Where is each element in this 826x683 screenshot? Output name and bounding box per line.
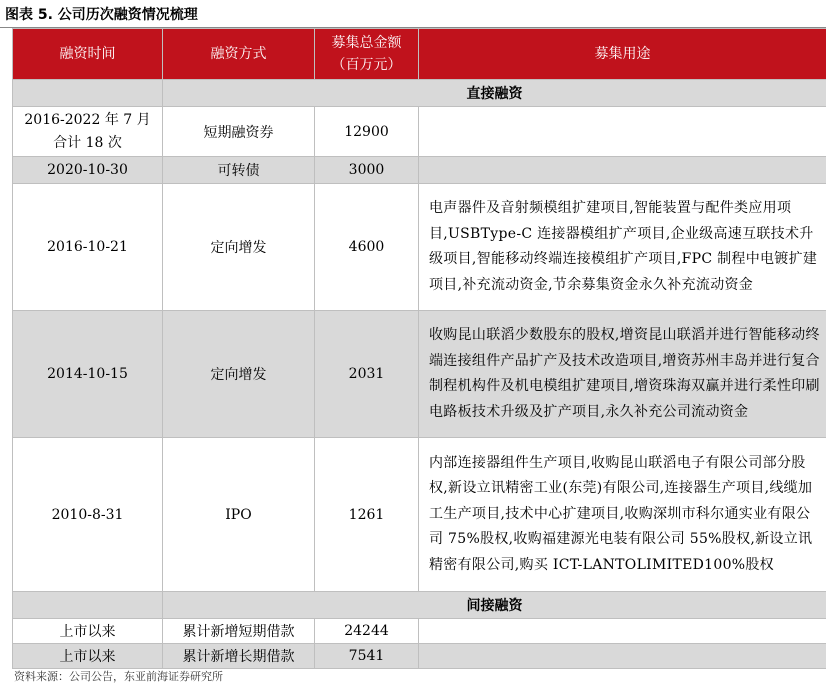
header-amount-line1: 募集总金额	[315, 32, 418, 54]
method-cell: 短期融资券	[163, 107, 315, 157]
use-cell	[419, 619, 826, 644]
table-row	[13, 157, 826, 184]
financing-table-container	[12, 28, 826, 669]
method-cell: 累计新增短期借款	[163, 619, 315, 644]
amount-cell: 1261	[315, 438, 419, 592]
table-row	[13, 644, 826, 669]
use-cell	[419, 157, 826, 184]
header-date: 融资时间	[13, 29, 163, 80]
table-row	[13, 184, 826, 311]
section-label-direct: 直接融资	[163, 80, 826, 107]
header-method: 融资方式	[163, 29, 315, 80]
section-blank	[13, 592, 163, 619]
use-cell: 内部连接器组件生产项目,收购昆山联滔电子有限公司部分股权,新设立讯精密工业(东莞)有限公司,连接器生产项目,线缆加工生产项目,技术中心扩建项目,收购深圳市科尔通实业有限公司 75%股权,收购福建源光电装有限公司 55%股权,新设立讯精密有限公司,购买 ICT-LANTOLIMITED100%股权	[419, 438, 826, 592]
date-cell: 2016-10-21	[13, 184, 163, 311]
use-cell: 电声器件及音射频模组扩建项目,智能装置与配件类应用项目,USBType-C 连接器模组扩产项目,企业级高速互联技术升级项目,智能移动终端连接模组扩产项目,FPC 制程中电镀扩建项目,补充流动资金,节余募集资金永久补充流动资金	[419, 184, 826, 311]
amount-cell: 4600	[315, 184, 419, 311]
method-cell: 定向增发	[163, 184, 315, 311]
financing-history-table	[12, 28, 826, 669]
date-cell: 上市以来	[13, 644, 163, 669]
header-amount-line2: （百万元）	[315, 54, 418, 76]
method-cell: 累计新增长期借款	[163, 644, 315, 669]
date-line2: 合计 18 次	[13, 132, 162, 155]
amount-cell: 3000	[315, 157, 419, 184]
use-cell	[419, 644, 826, 669]
date-cell	[13, 107, 163, 157]
amount-cell: 7541	[315, 644, 419, 669]
date-line1: 2016-2022 年 7 月	[13, 109, 162, 132]
date-cell: 2020-10-30	[13, 157, 163, 184]
figure-title: 图表 5. 公司历次融资情况梳理	[5, 4, 198, 26]
date-cell: 2010-8-31	[13, 438, 163, 592]
table-row	[13, 311, 826, 438]
table-row	[13, 619, 826, 644]
table-row	[13, 438, 826, 592]
amount-cell: 12900	[315, 107, 419, 157]
section-label-indirect: 间接融资	[163, 592, 826, 619]
section-row-indirect	[13, 592, 826, 619]
section-blank	[13, 80, 163, 107]
use-cell	[419, 107, 826, 157]
amount-cell: 2031	[315, 311, 419, 438]
use-cell: 收购昆山联滔少数股东的股权,增资昆山联滔并进行智能移动终端连接组件产品扩产及技术改造项目,增资苏州丰岛并进行复合制程机构件及机电模组扩建项目,增资珠海双赢并进行柔性印刷电路板技术升级及扩产项目,永久补充公司流动资金	[419, 311, 826, 438]
header-use: 募集用途	[419, 29, 826, 80]
amount-cell: 24244	[315, 619, 419, 644]
table-row	[13, 107, 826, 157]
date-cell: 上市以来	[13, 619, 163, 644]
section-row-direct	[13, 80, 826, 107]
method-cell: IPO	[163, 438, 315, 592]
table-header-row	[13, 29, 826, 80]
date-cell: 2014-10-15	[13, 311, 163, 438]
method-cell: 定向增发	[163, 311, 315, 438]
method-cell: 可转债	[163, 157, 315, 184]
header-amount	[315, 29, 419, 80]
source-note: 资料来源：公司公告，东亚前海证券研究所	[14, 671, 223, 683]
